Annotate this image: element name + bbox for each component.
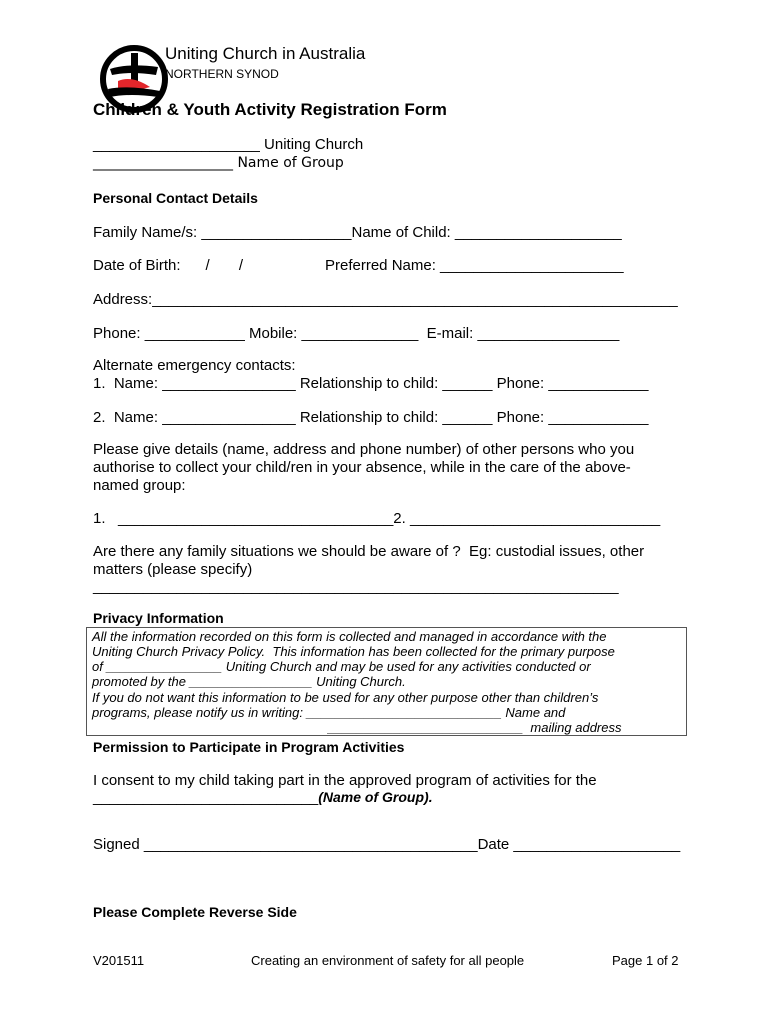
collect-text-3: named group: (93, 477, 186, 494)
emergency-contact-2: 2. Name: ________________ Relationship to child: ______ Phone: ____________ (93, 409, 649, 426)
consent-text: I consent to my child taking part in the approved program of activities for the (93, 772, 597, 789)
consent-group-line (93, 789, 433, 806)
privacy-line-5: If you do not want this information to be used for any other purpose other than children’s (92, 690, 599, 705)
synod-name: NORTHERN SYNOD (165, 67, 279, 81)
privacy-line-2: Uniting Church Privacy Policy. This information has been collected for the primary purpose (92, 644, 615, 659)
collect-lines: 1. _________________________________2. ______________________________ (93, 510, 661, 527)
reverse-side-note: Please Complete Reverse Side (93, 904, 297, 920)
signed-field: Signed ________________________________________Date ____________________ (93, 836, 681, 853)
dob-field: Date of Birth: / / (93, 257, 244, 274)
address-field: Address:_______________________________________________________________ (93, 291, 678, 308)
family-question-2: matters (please specify) (93, 561, 253, 578)
family-question-line: _______________________________________________________________ (93, 578, 619, 595)
family-name-field: Family Name/s: __________________Name of Child: ____________________ (93, 224, 622, 241)
collect-text-1: Please give details (name, address and phone number) of other persons who you (93, 441, 635, 458)
collect-text-2: authorise to collect your child/ren in your absence, while in the care of the above- (93, 459, 631, 476)
church-name-line: ____________________ Uniting Church (93, 136, 364, 153)
phone-field: Phone: ____________ Mobile: ______________ E-mail: _________________ (93, 325, 620, 342)
emergency-contact-1: 1. Name: ________________ Relationship to child: ______ Phone: ____________ (93, 375, 649, 392)
consent-group-label: (Name of Group). (318, 789, 433, 805)
personal-details-heading: Personal Contact Details (93, 190, 258, 206)
family-question-1: Are there any family situations we should be aware of ? Eg: custodial issues, other (93, 543, 645, 560)
group-name-line: ____________________ Name of Group (93, 155, 344, 171)
form-title: Children & Youth Activity Registration Form (93, 100, 447, 119)
consent-group-blank: ___________________________ (93, 789, 319, 806)
page-number: Page 1 of 2 (612, 953, 679, 968)
privacy-heading: Privacy Information (93, 610, 224, 626)
emergency-heading: Alternate emergency contacts: (93, 357, 296, 374)
privacy-line-4: promoted by the _________________ Uniting Church. (92, 674, 406, 689)
uca-logo (89, 27, 161, 95)
privacy-line-6: programs, please notify us in writing: ___________________________ Name and (92, 705, 566, 720)
footer-tagline: Creating an environment of safety for all people (251, 953, 525, 968)
permission-heading: Permission to Participate in Program Activities (93, 739, 405, 755)
preferred-name-field: Preferred Name: ______________________ (325, 257, 624, 274)
privacy-line-1: All the information recorded on this form is collected and managed in accordance with the (92, 629, 607, 644)
privacy-line-3: of ________________ Uniting Church and may be used for any activities conducted or (92, 659, 591, 674)
org-name: Uniting Church in Australia (165, 44, 366, 63)
version-code: V201511 (93, 953, 145, 968)
privacy-line-7: ___________________________ mailing address (328, 720, 622, 735)
